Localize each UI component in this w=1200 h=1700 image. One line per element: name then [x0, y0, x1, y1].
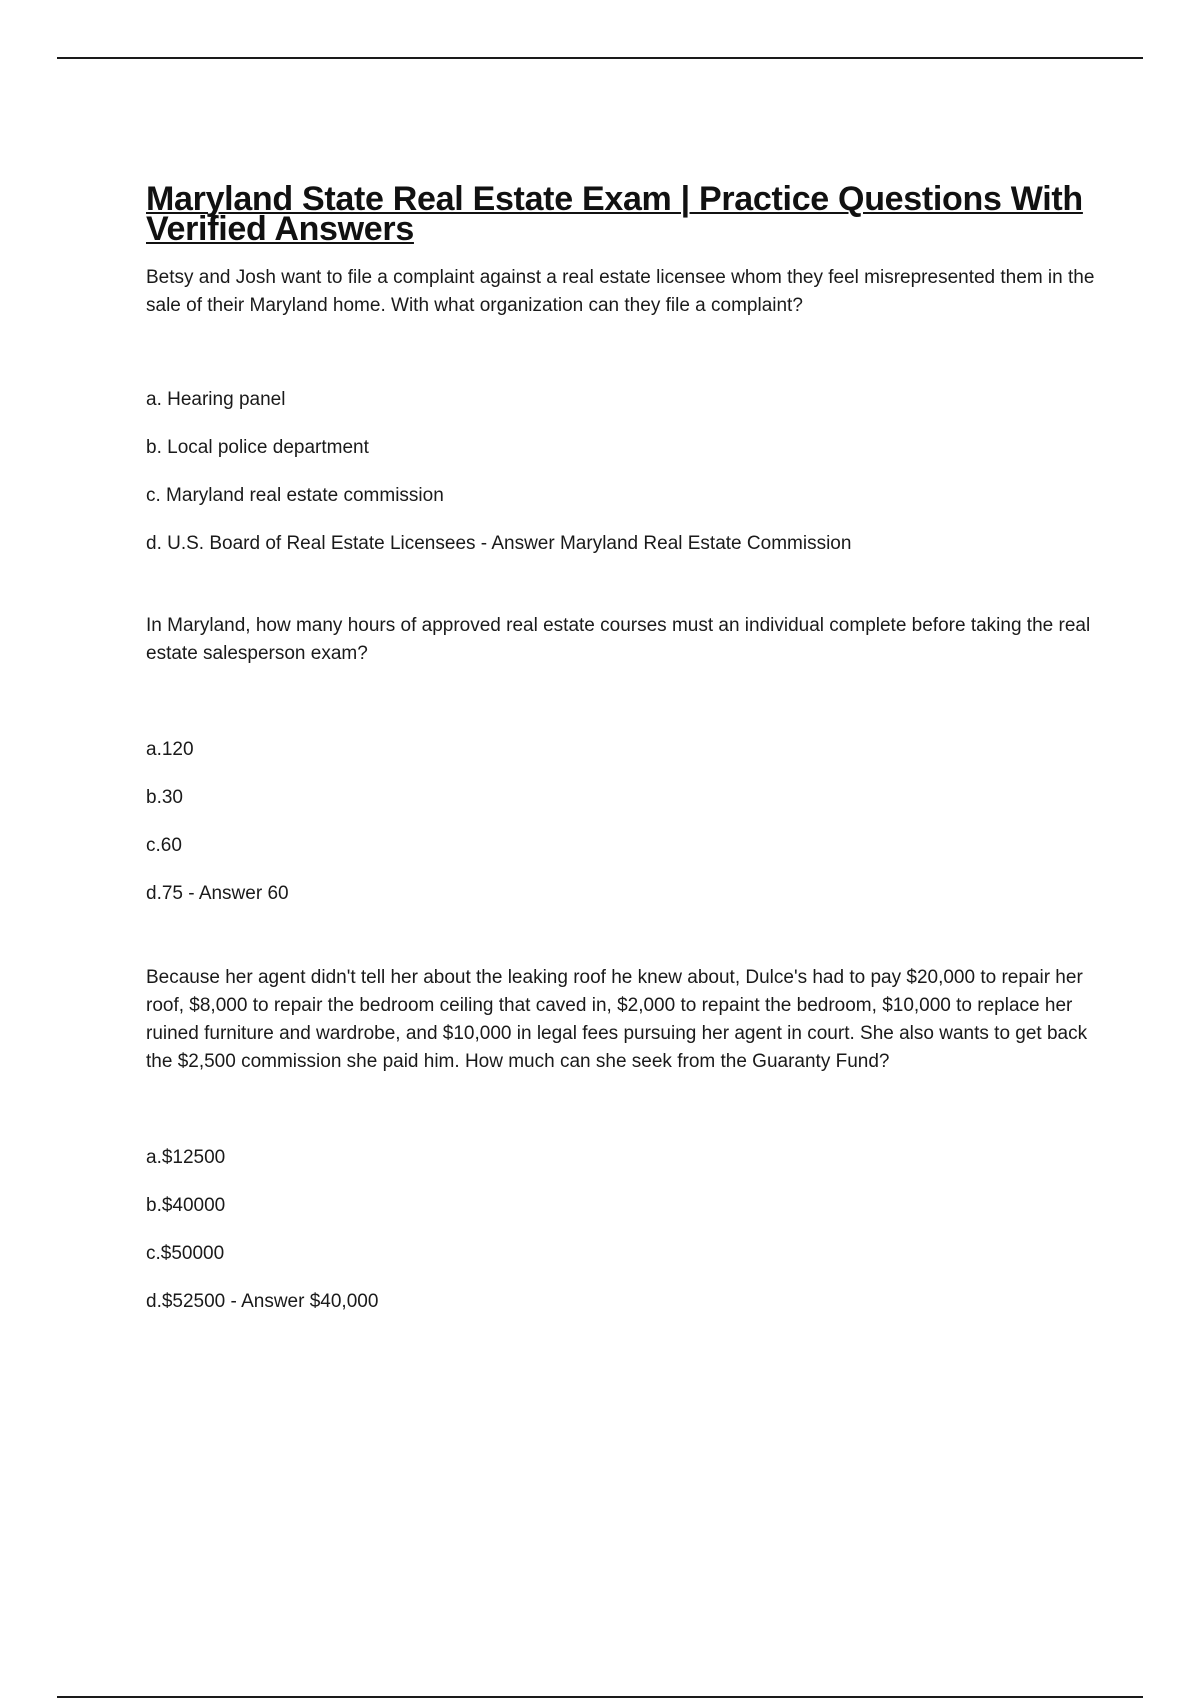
option-3a: a.$12500	[146, 1147, 226, 1168]
question-text-1: Betsy and Josh want to file a complaint against a real estate licensee whom they feel misrepresented them in the sale of their Maryland home. With what organization can they file a complaint?	[146, 267, 1095, 316]
option-2b: b.30	[146, 787, 183, 808]
option-2a: a.120	[146, 739, 194, 760]
question-block-2	[146, 612, 1096, 908]
answer-options-1	[146, 386, 1096, 558]
option-3c: c.$50000	[146, 1243, 225, 1264]
document-title: Maryland State Real Estate Exam | Practice Questions With Verified Answers	[146, 180, 1083, 248]
option-1b: b. Local police department	[146, 437, 369, 458]
option-3b: b.$40000	[146, 1195, 226, 1216]
document-body	[146, 180, 1096, 1336]
header-rule	[57, 57, 1143, 59]
option-3d: d.$52500 - Answer $40,000	[146, 1291, 379, 1312]
option-1a: a. Hearing panel	[146, 389, 286, 410]
question-block-1	[146, 264, 1096, 558]
option-2c: c.60	[146, 835, 182, 856]
question-text-2: In Maryland, how many hours of approved real estate courses must an individual complete before taking the real estate salesperson exam?	[146, 615, 1091, 664]
question-text-3: Because her agent didn't tell her about the leaking roof he knew about, Dulce's had to pay $20,000 to repair her roof, $8,000 to repair the bedroom ceiling that caved in, $2,000 to repaint the bedroom, $10,000 to replace her ruined furniture and wardrobe, and $10,000 in legal fees pursuing her agent in court. She also wants to get back the $2,500 commission she paid him. How much can she seek from the Guaranty Fund?	[146, 967, 1088, 1072]
answer-options-3	[146, 1144, 1096, 1316]
footer-rule	[57, 1696, 1143, 1698]
option-2d: d.75 - Answer 60	[146, 883, 289, 904]
question-block-3	[146, 964, 1096, 1316]
option-1d: d. U.S. Board of Real Estate Licensees - Answer Maryland Real Estate Commission	[146, 533, 852, 554]
option-1c: c. Maryland real estate commission	[146, 485, 444, 506]
answer-options-2	[146, 736, 1096, 908]
